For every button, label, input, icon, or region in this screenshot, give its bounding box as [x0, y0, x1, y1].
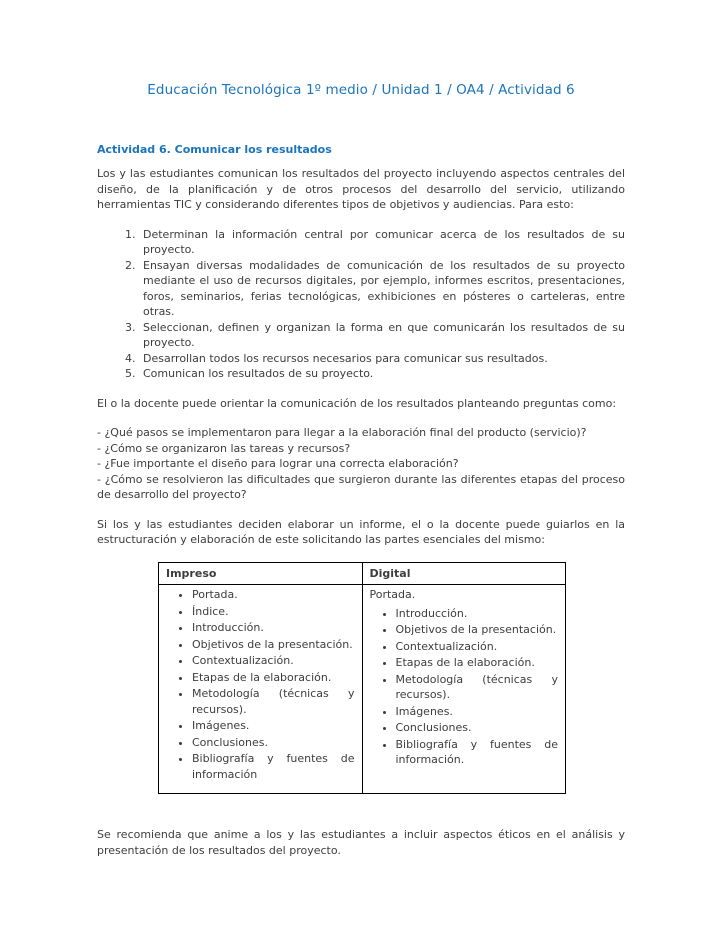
table-header-row: [159, 562, 566, 585]
impreso-item: • Bibliografía y fuentes de información: [192, 751, 355, 782]
digital-item: • Imágenes.: [396, 704, 559, 720]
steps-list: [97, 227, 625, 382]
digital-list: [370, 606, 559, 768]
step-item: 2. Ensayan diversas modalidades de comunicación de los resultados de su proyecto mediante el uso de recursos digitales, por ejemplo, informes escritos, presentaciones, foros, seminarios, ferias tecnológicas, exhibiciones en pósteres o carteleras, entre otras.: [139, 258, 625, 320]
impreso-list: [166, 587, 355, 782]
digital-cell: [362, 585, 566, 794]
impreso-item: • Conclusiones.: [192, 735, 355, 751]
digital-item: • Metodología (técnicas y recursos).: [396, 672, 559, 703]
impreso-cell: [159, 585, 363, 794]
digital-item: • Conclusiones.: [396, 720, 559, 736]
activity-heading: Actividad 6. Comunicar los resultados: [97, 143, 332, 156]
impreso-item: • Metodología (técnicas y recursos).: [192, 686, 355, 717]
step-item: 4. Desarrollan todos los recursos necesarios para comunicar sus resultados.: [139, 351, 625, 367]
question-line: - ¿Cómo se resolvieron las dificultades que surgieron durante las diferentes etapas del proceso de desarrollo del proyecto?: [97, 472, 625, 501]
impreso-item: • Contextualización.: [192, 653, 355, 669]
table-header-impreso: Impreso: [159, 562, 363, 585]
intro-paragraph: Los y las estudiantes comunican los resultados del proyecto incluyendo aspectos centrales del diseño, de la planificación y de otros procesos del desarrollo del servicio, utilizando herramientas TIC y considerando diferentes tipos de objetivos y audiencias. Para esto:: [97, 167, 625, 211]
impreso-item: • Portada.: [192, 587, 355, 603]
digital-item: • Objetivos de la presentación.: [396, 622, 559, 638]
questions-list: [97, 425, 625, 503]
digital-item: • Bibliografía y fuentes de información.: [396, 737, 559, 768]
orientation-paragraph: El o la docente puede orientar la comunicación de los resultados planteando preguntas como:: [97, 396, 617, 410]
report-intro-paragraph: Si los y las estudiantes deciden elaborar un informe, el o la docente puede guiarlos en la estructuración y elaboración de este solicitando las partes esenciales del mismo:: [97, 517, 625, 546]
step-item: 5. Comunican los resultados de su proyecto.: [139, 366, 625, 382]
question-line: - ¿Qué pasos se implementaron para llegar a la elaboración final del producto (servicio)?: [97, 426, 587, 439]
question-line: - ¿Fue importante el diseño para lograr una correcta elaboración?: [97, 457, 459, 470]
question-line: - ¿Cómo se organizaron las tareas y recursos?: [97, 441, 351, 455]
digital-lead-line: Portada.: [369, 588, 416, 601]
report-parts-table: [158, 562, 566, 795]
digital-item: • Etapas de la elaboración.: [396, 655, 559, 671]
table-header-digital: Digital: [362, 562, 566, 585]
table-body-row: [159, 585, 566, 794]
impreso-item: • Etapas de la elaboración.: [192, 670, 355, 686]
impreso-item: • Imágenes.: [192, 718, 355, 734]
document-title: Educación Tecnológica 1º medio / Unidad 1 / OA4 / Actividad 6: [147, 82, 575, 98]
step-item: 1. Determinan la información central por comunicar acerca de los resultados de su proyecto.: [139, 227, 625, 258]
closing-paragraph: Se recomienda que anime a los y las estudiantes a incluir aspectos éticos en el análisis y presentación de los resultados del proyecto.: [97, 828, 625, 857]
impreso-item: • Índice.: [192, 604, 355, 620]
digital-item: • Introducción.: [396, 606, 559, 622]
step-item: 3. Seleccionan, definen y organizan la forma en que comunicarán los resultados de su proyecto.: [139, 320, 625, 351]
impreso-item: • Objetivos de la presentación.: [192, 637, 355, 653]
impreso-item: • Introducción.: [192, 620, 355, 636]
digital-item: • Contextualización.: [396, 639, 559, 655]
